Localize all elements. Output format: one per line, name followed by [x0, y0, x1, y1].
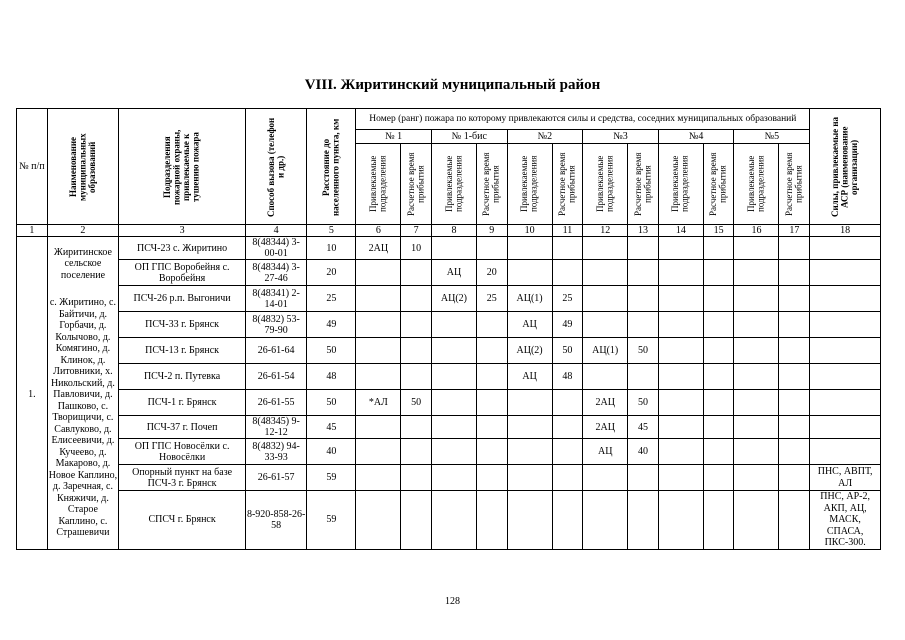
- header-municipal: Наименование муниципальных образований: [47, 109, 119, 225]
- empty-cell: [779, 416, 810, 439]
- arrival-time: [628, 260, 659, 286]
- arrival-time: [476, 390, 507, 416]
- header-distance: Расстояние до населенного пункта, км: [307, 109, 356, 225]
- arrival-time: [401, 416, 432, 439]
- empty-cell: [703, 286, 734, 312]
- call-method: 26-61-55: [245, 390, 306, 416]
- empty-cell: [734, 286, 779, 312]
- empty-cell: [734, 312, 779, 338]
- rank-2: №2: [507, 130, 583, 144]
- assigned-units: АЦ(1): [507, 286, 552, 312]
- arrival-time: [628, 465, 659, 491]
- column-number: 18: [810, 225, 881, 237]
- arrival-time: [401, 364, 432, 390]
- call-method: 26-61-57: [245, 465, 306, 491]
- table-row: [17, 260, 881, 286]
- column-number: 17: [779, 225, 810, 237]
- empty-cell: [779, 465, 810, 491]
- arrival-time: 25: [476, 286, 507, 312]
- arrival-time: [476, 491, 507, 550]
- distance: 40: [307, 439, 356, 465]
- column-number: 14: [658, 225, 703, 237]
- table-row: [17, 491, 881, 550]
- column-number: 11: [552, 225, 583, 237]
- assigned-units: АЦ(1): [583, 338, 628, 364]
- distance: 20: [307, 260, 356, 286]
- column-number: 6: [356, 225, 401, 237]
- sub-time: Расчетное время прибытия: [476, 144, 507, 225]
- column-number: 13: [628, 225, 659, 237]
- asr-forces: [810, 260, 881, 286]
- empty-cell: [779, 364, 810, 390]
- assigned-units: АЦ: [431, 260, 476, 286]
- assigned-units: [583, 237, 628, 260]
- empty-cell: [734, 237, 779, 260]
- unit-name: ПСЧ-23 с. Жиритино: [119, 237, 246, 260]
- arrival-time: [401, 312, 432, 338]
- call-method: 26-61-54: [245, 364, 306, 390]
- empty-cell: [703, 312, 734, 338]
- table-row: [17, 312, 881, 338]
- arrival-time: [401, 260, 432, 286]
- assigned-units: [431, 312, 476, 338]
- rank-3: №3: [583, 130, 659, 144]
- empty-cell: [703, 338, 734, 364]
- assigned-units: [431, 491, 476, 550]
- column-number: 16: [734, 225, 779, 237]
- assigned-units: [507, 416, 552, 439]
- empty-cell: [779, 390, 810, 416]
- empty-cell: [658, 286, 703, 312]
- header-units: Подразделения пожарной охраны, привлекаемые к тушению пожара: [119, 109, 246, 225]
- table-row: [17, 416, 881, 439]
- assigned-units: [583, 465, 628, 491]
- arrival-time: [552, 237, 583, 260]
- distance: 25: [307, 286, 356, 312]
- header-asr: Силы, привлекаемые на АСР (наименование организации): [810, 109, 881, 225]
- column-number: 5: [307, 225, 356, 237]
- arrival-time: [401, 465, 432, 491]
- arrival-time: [401, 338, 432, 364]
- empty-cell: [779, 260, 810, 286]
- call-method: 8(48344) 3-27-46: [245, 260, 306, 286]
- arrival-time: [476, 338, 507, 364]
- empty-cell: [703, 364, 734, 390]
- unit-name: СПСЧ г. Брянск: [119, 491, 246, 550]
- sub-units: Привлекаемые подразделения: [583, 144, 628, 225]
- empty-cell: [779, 286, 810, 312]
- assigned-units: [356, 312, 401, 338]
- arrival-time: 50: [552, 338, 583, 364]
- distance: 59: [307, 491, 356, 550]
- call-method: 8(48345) 9-12-12: [245, 416, 306, 439]
- call-method: 26-61-64: [245, 338, 306, 364]
- arrival-time: [628, 364, 659, 390]
- assigned-units: [356, 416, 401, 439]
- distance: 50: [307, 390, 356, 416]
- asr-forces: [810, 312, 881, 338]
- arrival-time: 10: [401, 237, 432, 260]
- arrival-time: [628, 491, 659, 550]
- asr-forces: [810, 237, 881, 260]
- column-number: 9: [476, 225, 507, 237]
- assigned-units: АЦ: [583, 439, 628, 465]
- sub-units: Привлекаемые подразделения: [734, 144, 779, 225]
- column-number: 3: [119, 225, 246, 237]
- assigned-units: [583, 260, 628, 286]
- empty-cell: [658, 312, 703, 338]
- arrival-time: [552, 439, 583, 465]
- arrival-time: 45: [628, 416, 659, 439]
- assigned-units: [356, 364, 401, 390]
- assigned-units: АЦ(2): [507, 338, 552, 364]
- settlements-list: с. Жиритино, с. Байтичи, д. Горбачи, д. Колычово, д. Комягино, д. Клинок, д. Литовники, х. Никольский, д. Павловичи, д. Пашково, с. Творищичи, с. Савлуково, д. Елисеевичи, д. Кучеево, д. Макарово, д. Новое Каплино, д. Заречная, с. Княжичи, д. Старое Каплино, с. Страшевичи: [48, 297, 118, 539]
- assigned-units: [356, 465, 401, 491]
- assigned-units: [356, 286, 401, 312]
- distance: 59: [307, 465, 356, 491]
- arrival-time: [628, 286, 659, 312]
- table-row: [17, 237, 881, 260]
- page-number: 128: [445, 596, 460, 607]
- header-call: Способ вызова (телефон и др.): [245, 109, 306, 225]
- assigned-units: [507, 390, 552, 416]
- distance: 50: [307, 338, 356, 364]
- unit-name: ОП ГПС Воробейня с. Воробейня: [119, 260, 246, 286]
- table-row: [17, 338, 881, 364]
- asr-forces: [810, 338, 881, 364]
- arrival-time: [552, 416, 583, 439]
- arrival-time: 50: [628, 338, 659, 364]
- page-title: VIII. Жиритинский муниципальный район: [304, 77, 601, 93]
- sub-time: Расчетное время прибытия: [779, 144, 810, 225]
- arrival-time: [476, 439, 507, 465]
- assigned-units: [356, 260, 401, 286]
- call-method: 8(4832) 53-79-90: [245, 312, 306, 338]
- municipal-cell: [47, 237, 119, 550]
- arrival-time: [552, 260, 583, 286]
- assigned-units: [356, 338, 401, 364]
- arrival-time: [628, 237, 659, 260]
- sub-time: Расчетное время прибытия: [628, 144, 659, 225]
- rank-5: №5: [734, 130, 810, 144]
- arrival-time: [552, 491, 583, 550]
- assigned-units: [356, 439, 401, 465]
- asr-forces: [810, 364, 881, 390]
- rank-4: №4: [658, 130, 734, 144]
- empty-cell: [658, 465, 703, 491]
- unit-name: ПСЧ-2 п. Путевка: [119, 364, 246, 390]
- sub-time: Расчетное время прибытия: [703, 144, 734, 225]
- assigned-units: АЦ(2): [431, 286, 476, 312]
- assigned-units: [583, 364, 628, 390]
- row-number: 1.: [17, 237, 48, 550]
- arrival-time: [476, 312, 507, 338]
- empty-cell: [734, 390, 779, 416]
- arrival-time: [401, 491, 432, 550]
- assigned-units: [507, 260, 552, 286]
- assigned-units: [583, 312, 628, 338]
- assigned-units: [507, 439, 552, 465]
- table-body: [17, 237, 881, 550]
- empty-cell: [779, 338, 810, 364]
- unit-name: ПСЧ-13 г. Брянск: [119, 338, 246, 364]
- empty-cell: [658, 260, 703, 286]
- distance: 48: [307, 364, 356, 390]
- assigned-units: [583, 491, 628, 550]
- call-method: 8(4832) 94-33-93: [245, 439, 306, 465]
- empty-cell: [734, 364, 779, 390]
- arrival-time: 48: [552, 364, 583, 390]
- arrival-time: [476, 465, 507, 491]
- assigned-units: [356, 491, 401, 550]
- assigned-units: [431, 439, 476, 465]
- empty-cell: [703, 416, 734, 439]
- empty-cell: [734, 439, 779, 465]
- sub-units: Привлекаемые подразделения: [431, 144, 476, 225]
- arrival-time: 20: [476, 260, 507, 286]
- rank-1: № 1: [356, 130, 432, 144]
- arrival-time: 40: [628, 439, 659, 465]
- arrival-time: [476, 364, 507, 390]
- table-row: [17, 390, 881, 416]
- unit-name: ПСЧ-37 г. Почеп: [119, 416, 246, 439]
- assigned-units: [431, 416, 476, 439]
- column-number: 15: [703, 225, 734, 237]
- distance: 45: [307, 416, 356, 439]
- assigned-units: 2АЦ: [583, 416, 628, 439]
- sub-time: Расчетное время прибытия: [552, 144, 583, 225]
- call-method: 8-920-858-26-58: [245, 491, 306, 550]
- arrival-time: [401, 439, 432, 465]
- distance: 49: [307, 312, 356, 338]
- arrival-time: [401, 286, 432, 312]
- empty-cell: [734, 491, 779, 550]
- empty-cell: [734, 260, 779, 286]
- distance: 10: [307, 237, 356, 260]
- empty-cell: [658, 439, 703, 465]
- unit-name: ПСЧ-33 г. Брянск: [119, 312, 246, 338]
- assigned-units: АЦ: [507, 312, 552, 338]
- assigned-units: [431, 237, 476, 260]
- sub-units: Привлекаемые подразделения: [356, 144, 401, 225]
- header-rank-group: Номер (ранг) пожара по которому привлекаются силы и средства, соседних муниципальных образований: [356, 109, 810, 130]
- unit-name: Опорный пункт на базе ПСЧ-3 г. Брянск: [119, 465, 246, 491]
- assigned-units: [431, 390, 476, 416]
- sub-time: Расчетное время прибытия: [401, 144, 432, 225]
- arrival-time: 50: [628, 390, 659, 416]
- assigned-units: [507, 237, 552, 260]
- arrival-time: 49: [552, 312, 583, 338]
- arrival-time: 50: [401, 390, 432, 416]
- arrival-time: [552, 390, 583, 416]
- assigned-units: [507, 465, 552, 491]
- empty-cell: [658, 416, 703, 439]
- assigned-units: 2АЦ: [583, 390, 628, 416]
- assigned-units: [583, 286, 628, 312]
- empty-cell: [658, 364, 703, 390]
- empty-cell: [703, 491, 734, 550]
- call-method: 8(48344) 3-00-01: [245, 237, 306, 260]
- column-numbers: [17, 225, 881, 237]
- empty-cell: [658, 338, 703, 364]
- empty-cell: [703, 260, 734, 286]
- unit-name: ПСЧ-26 р.п. Выгоничи: [119, 286, 246, 312]
- empty-cell: [703, 237, 734, 260]
- asr-forces: ПНС, АВПТ, АЛ: [810, 465, 881, 491]
- arrival-time: [476, 416, 507, 439]
- asr-forces: [810, 390, 881, 416]
- empty-cell: [703, 465, 734, 491]
- assigned-units: *АЛ: [356, 390, 401, 416]
- assigned-units: 2АЦ: [356, 237, 401, 260]
- arrival-time: [476, 237, 507, 260]
- empty-cell: [658, 390, 703, 416]
- column-number: 7: [401, 225, 432, 237]
- resource-table: [16, 108, 881, 550]
- assigned-units: [507, 491, 552, 550]
- empty-cell: [658, 491, 703, 550]
- municipal-name: Жиритинское сельское поселение: [53, 246, 112, 281]
- column-number: 12: [583, 225, 628, 237]
- column-number: 10: [507, 225, 552, 237]
- empty-cell: [734, 338, 779, 364]
- assigned-units: АЦ: [507, 364, 552, 390]
- column-number: 8: [431, 225, 476, 237]
- empty-cell: [779, 312, 810, 338]
- empty-cell: [779, 237, 810, 260]
- arrival-time: [628, 312, 659, 338]
- table-row: [17, 286, 881, 312]
- asr-forces: [810, 416, 881, 439]
- empty-cell: [734, 416, 779, 439]
- arrival-time: [552, 465, 583, 491]
- empty-cell: [703, 439, 734, 465]
- sub-units: Привлекаемые подразделения: [658, 144, 703, 225]
- rank-1bis: № 1-бис: [431, 130, 507, 144]
- header-num: № п/п: [17, 109, 48, 225]
- assigned-units: [431, 364, 476, 390]
- sub-units: Привлекаемые подразделения: [507, 144, 552, 225]
- unit-name: ПСЧ-1 г. Брянск: [119, 390, 246, 416]
- assigned-units: [431, 338, 476, 364]
- asr-forces: [810, 439, 881, 465]
- assigned-units: [431, 465, 476, 491]
- column-number: 2: [47, 225, 119, 237]
- column-number: 4: [245, 225, 306, 237]
- asr-forces: [810, 286, 881, 312]
- table-row: [17, 465, 881, 491]
- column-number: 1: [17, 225, 48, 237]
- empty-cell: [779, 491, 810, 550]
- empty-cell: [658, 237, 703, 260]
- arrival-time: 25: [552, 286, 583, 312]
- empty-cell: [703, 390, 734, 416]
- call-method: 8(48341) 2-14-01: [245, 286, 306, 312]
- asr-forces: ПНС, АР-2, АКП, АЦ, МАСК, СПАСА, ПКС-300.: [810, 491, 881, 550]
- table-row: [17, 439, 881, 465]
- unit-name: ОП ГПС Новосёлки с. Новосёлки: [119, 439, 246, 465]
- empty-cell: [779, 439, 810, 465]
- table-row: [17, 364, 881, 390]
- empty-cell: [734, 465, 779, 491]
